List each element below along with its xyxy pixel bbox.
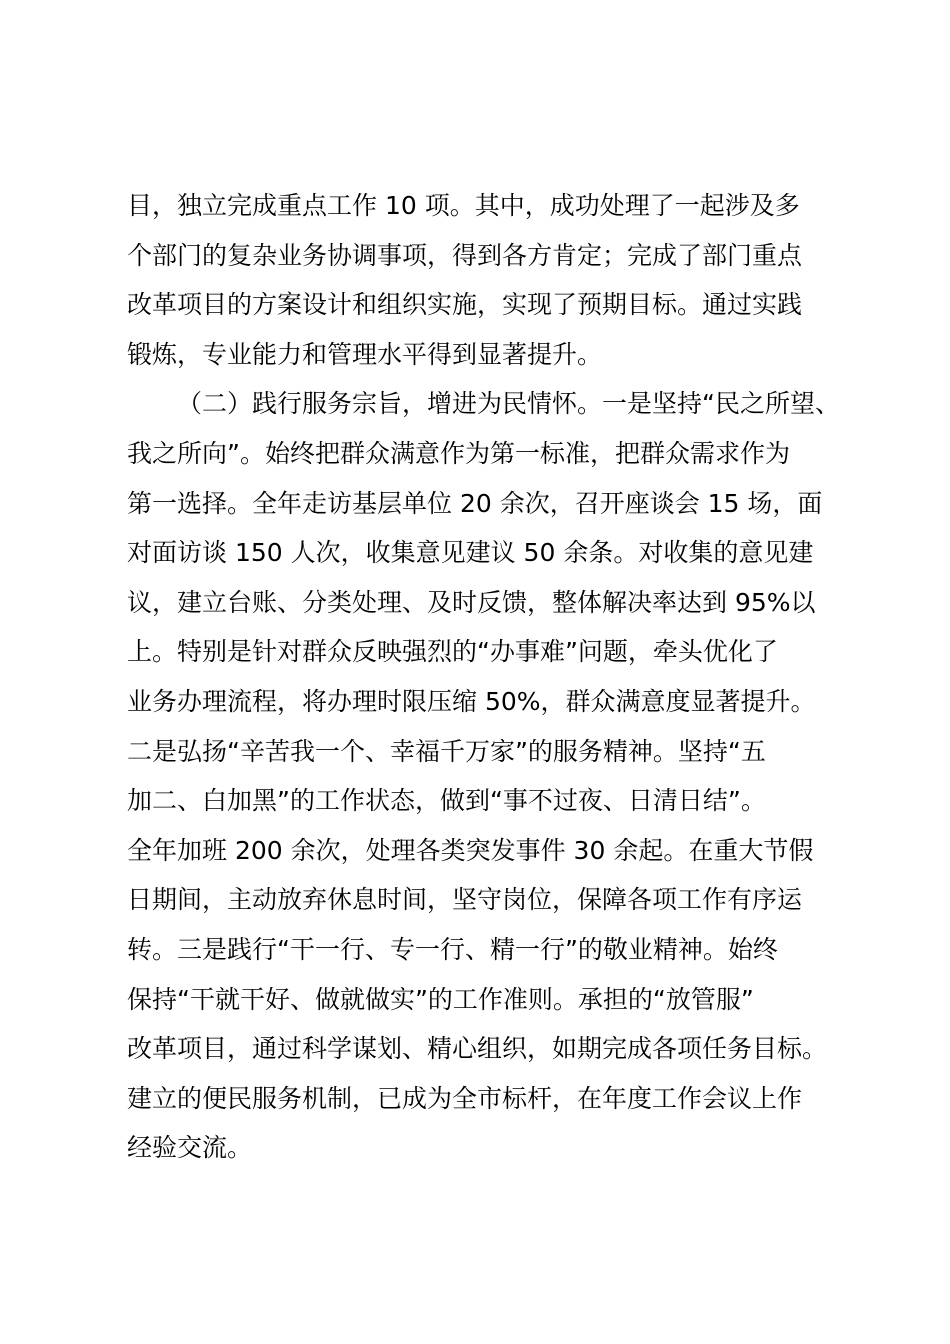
text-line: 转。三是践行“干一行、专一行、精一行”的敬业精神。始终 <box>127 934 778 964</box>
text-line: 经验交流。 <box>127 1133 253 1163</box>
text-line: 目，独立完成重点工作 10 项。其中，成功处理了一起涉及多 <box>127 191 800 220</box>
text-line: 议，建立台账、分类处理、及时反馈，整体解决率达到 95%以 <box>127 587 816 617</box>
text-line: 第一选择。全年走访基层单位 20 余次，召开座谈会 15 场，面 <box>127 488 823 518</box>
text-line: 对面访谈 150 人次，收集意见建议 50 余条。对收集的意见建 <box>127 538 814 568</box>
text-line: 加二、白加黑”的工作状态，做到“事不过夜、日清日结”。 <box>127 786 766 816</box>
text-line: 锻炼，专业能力和管理水平得到显著提升。 <box>127 339 603 369</box>
text-line: 二是弘扬“辛苦我一个、幸福千万家”的服务精神。坚持“五 <box>127 736 766 766</box>
text-line: 保持“干就干好、做就做实”的工作准则。承担的“放管服” <box>127 984 754 1014</box>
section-heading-line: （二）践行服务宗旨，增进为民情怀。一是坚持“民之所望、 <box>177 389 840 419</box>
body-text <box>127 181 847 1173</box>
text-line: 日期间，主动放弃休息时间，坚守岗位，保障各项工作有序运 <box>127 885 803 915</box>
text-line: 改革项目，通过科学谋划、精心组织，如期完成各项任务目标。 <box>127 1034 828 1064</box>
text-line: 改革项目的方案设计和组织实施，实现了预期目标。通过实践 <box>127 290 803 320</box>
text-line: 全年加班 200 余次，处理各类突发事件 30 余起。在重大节假 <box>127 835 814 865</box>
text-line: 建立的便民服务机制，已成为全市标杆，在年度工作会议上作 <box>127 1083 803 1113</box>
text-line: 上。特别是针对群众反映强烈的“办事难”问题，牵头优化了 <box>127 637 778 667</box>
text-line: 我之所向”。始终把群众满意作为第一标准，把群众需求作为 <box>127 438 790 468</box>
text-line: 业务办理流程，将办理时限压缩 50%，群众满意度显著提升。 <box>127 686 816 716</box>
text-line: 个部门的复杂业务协调事项，得到各方肯定；完成了部门重点 <box>127 240 803 270</box>
